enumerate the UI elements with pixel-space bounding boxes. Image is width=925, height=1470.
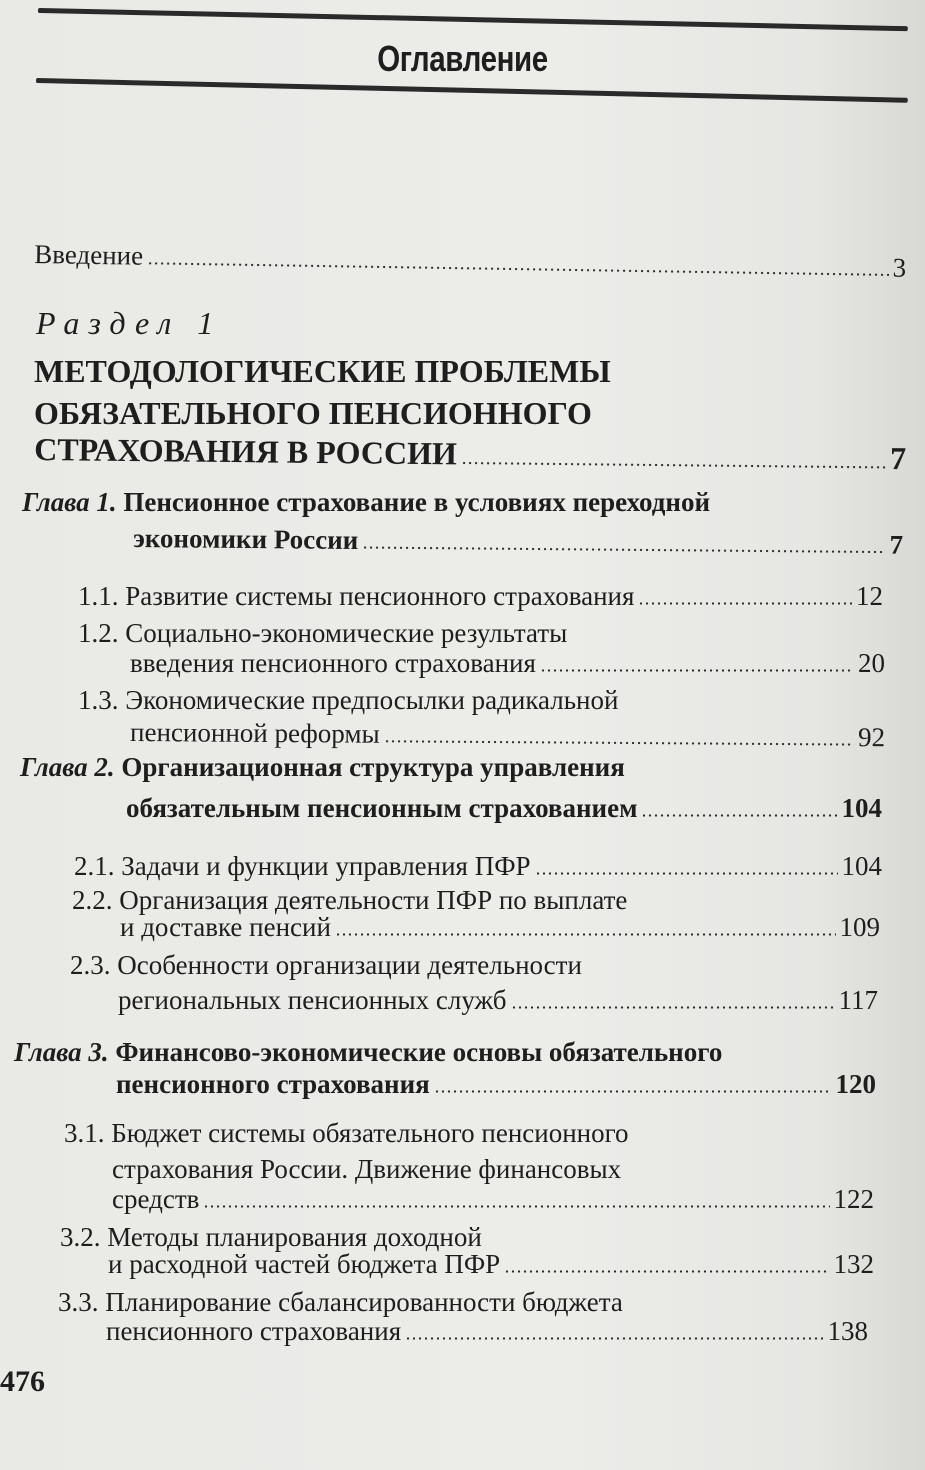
subsection-title: Бюджет системы обязательного пенсионного bbox=[111, 1118, 629, 1148]
toc-entry-3-3 bbox=[106, 1315, 868, 1348]
toc-page-number: 7 bbox=[889, 529, 904, 560]
subsection-title: пенсионного страхования bbox=[106, 1316, 402, 1346]
chapter-1-title bbox=[22, 487, 710, 518]
title-rule-bottom bbox=[36, 78, 908, 103]
dot-leader bbox=[405, 1337, 823, 1340]
section-heading bbox=[34, 350, 611, 434]
subsection-title: Социально-экономические результаты bbox=[125, 618, 568, 648]
toc-page-number: 12 bbox=[856, 581, 883, 611]
subsection-title: пенсионной реформы bbox=[130, 717, 380, 749]
subsection-title: Организация деятельности ПФР по выплате bbox=[119, 885, 628, 915]
toc-entry-2-3 bbox=[118, 984, 878, 1017]
subsection-title: введения пенсионного страхования bbox=[130, 648, 536, 678]
subsection-title: и доставке пенсий bbox=[120, 912, 331, 942]
dot-leader bbox=[147, 262, 889, 277]
subsection-number: 2.3. bbox=[70, 950, 111, 980]
toc-entry-section bbox=[34, 428, 906, 479]
toc-entry-2-2 bbox=[120, 911, 880, 944]
chapter-label: Глава 2. bbox=[20, 752, 115, 782]
chapter-3-title bbox=[14, 1037, 722, 1068]
dot-leader bbox=[638, 602, 852, 605]
subsection-number: 1.1. bbox=[78, 581, 119, 611]
subsection-title: Методы планирования доходной bbox=[107, 1222, 482, 1252]
subsection-title: Экономические предпосылки радикальной bbox=[125, 685, 619, 715]
toc-entry-1-1 bbox=[78, 580, 883, 613]
dot-leader bbox=[504, 1270, 829, 1273]
toc-page-number: 138 bbox=[827, 1316, 868, 1346]
toc-entry-1-3-line1 bbox=[78, 685, 618, 716]
chapter-2-title bbox=[20, 752, 625, 783]
subsection-title: Особенности организации деятельности bbox=[117, 950, 582, 980]
toc-page-number: 3 bbox=[892, 252, 907, 283]
subsection-number: 3.2. bbox=[60, 1222, 101, 1252]
toc-page-number: 92 bbox=[857, 722, 886, 753]
page-title: Оглавление bbox=[377, 38, 548, 79]
toc-entry-3-2 bbox=[108, 1248, 874, 1281]
subsection-title: средств bbox=[112, 1184, 200, 1214]
dot-leader bbox=[461, 461, 886, 468]
toc-page-number: 120 bbox=[835, 1069, 876, 1099]
section-heading-line: ОБЯЗАТЕЛЬНОГО ПЕНСИОННОГО bbox=[34, 395, 592, 431]
dot-leader bbox=[641, 814, 837, 817]
chapter-title-line: Организационная структура управления bbox=[121, 752, 625, 782]
subsection-title: Развитие системы пенсионного страхования bbox=[125, 581, 635, 611]
toc-page-number: 20 bbox=[858, 648, 885, 678]
subsection-title: и расходной частей бюджета ПФР bbox=[108, 1249, 501, 1279]
toc-entry-3-1-line2 bbox=[112, 1154, 621, 1185]
toc-entry-intro bbox=[34, 238, 906, 285]
toc-entry-2-3-line1 bbox=[70, 950, 582, 981]
toc-entry-label: Введение bbox=[34, 239, 144, 271]
dot-leader bbox=[511, 1006, 835, 1009]
subsection-number: 2.2. bbox=[72, 885, 113, 915]
toc-entry-1-2 bbox=[130, 647, 885, 680]
chapter-title-line: экономики России bbox=[133, 523, 359, 555]
subsection-number: 3.3. bbox=[58, 1287, 99, 1317]
dot-leader bbox=[535, 872, 838, 875]
toc-page-number: 104 bbox=[841, 851, 882, 881]
toc-page-number: 104 bbox=[841, 793, 882, 823]
subsection-number: 3.1. bbox=[64, 1118, 105, 1148]
section-heading-line: МЕТОДОЛОГИЧЕСКИЕ ПРОБЛЕМЫ bbox=[34, 353, 611, 389]
toc-page-number: 7 bbox=[889, 439, 907, 477]
dot-leader bbox=[384, 740, 854, 746]
section-heading-line: СТРАХОВАНИЯ В РОССИИ bbox=[34, 431, 458, 472]
chapter-title-line: Пенсионное страхование в условиях переходной bbox=[123, 487, 711, 517]
toc-entry-chapter-3 bbox=[116, 1068, 876, 1101]
chapter-label: Глава 1. bbox=[22, 487, 117, 517]
subsection-number: 2.1. bbox=[74, 851, 115, 881]
dot-leader bbox=[434, 1090, 832, 1093]
dot-leader bbox=[362, 546, 885, 554]
page-number: 476 bbox=[0, 1365, 45, 1398]
toc-page-number: 109 bbox=[839, 912, 880, 942]
toc-entry-1-2-line1 bbox=[78, 618, 567, 649]
subsection-title: Задачи и функции управления ПФР bbox=[121, 851, 531, 881]
subsection-number: 1.3. bbox=[78, 685, 119, 715]
toc-entry-chapter-2 bbox=[126, 792, 882, 825]
toc-page-number: 122 bbox=[833, 1184, 874, 1214]
dot-leader bbox=[335, 933, 836, 936]
chapter-title-line: Финансово-экономические основы обязательного bbox=[115, 1037, 723, 1067]
subsection-title: региональных пенсионных служб bbox=[118, 985, 507, 1015]
section-label: Раздел 1 bbox=[36, 305, 223, 341]
title-rule-top bbox=[38, 8, 908, 31]
toc-entry-3-3-line1 bbox=[58, 1287, 623, 1318]
toc-entry-3-1-line1 bbox=[64, 1118, 629, 1149]
subsection-number: 1.2. bbox=[78, 618, 119, 648]
chapter-title-line: обязательным пенсионным страхованием bbox=[126, 793, 638, 823]
subsection-title: страхования России. Движение финансовых bbox=[112, 1154, 622, 1184]
subsection-title: Планирование сбалансированности бюджета bbox=[105, 1287, 623, 1317]
toc-entry-chapter-1 bbox=[133, 522, 903, 562]
toc-entry-3-1 bbox=[112, 1183, 874, 1216]
chapter-title-line: пенсионного страхования bbox=[116, 1069, 430, 1099]
toc-entry-2-1 bbox=[74, 850, 882, 883]
toc-page-number: 132 bbox=[833, 1249, 874, 1279]
chapter-label: Глава 3. bbox=[14, 1037, 109, 1067]
toc-entry-1-3 bbox=[130, 716, 885, 754]
dot-leader bbox=[203, 1205, 829, 1208]
dot-leader bbox=[540, 669, 854, 672]
toc-page-number: 117 bbox=[838, 985, 878, 1015]
